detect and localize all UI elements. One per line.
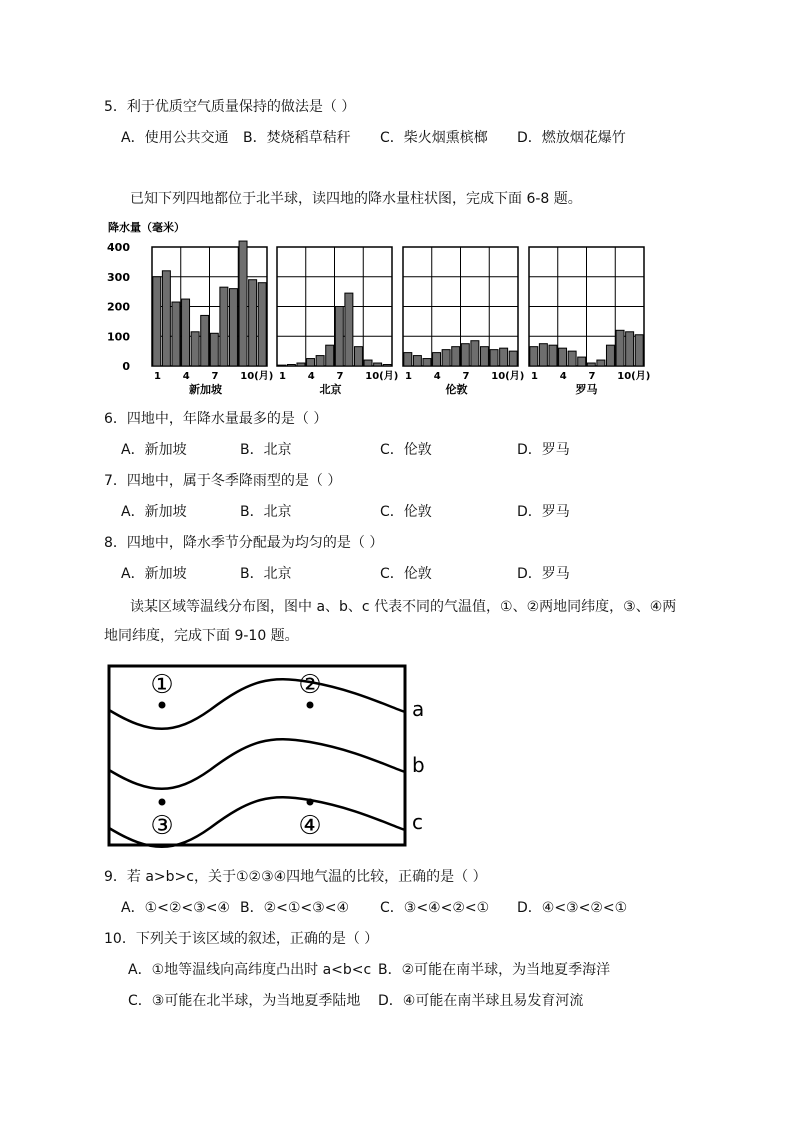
- q6-question: 6．四地中，年降水量最多的是（ ）: [104, 411, 328, 427]
- point-1-label: ①: [150, 670, 174, 700]
- q8-option-a: A．新加坡: [121, 566, 187, 582]
- bar: [287, 365, 295, 366]
- q7-option-a: A．新加坡: [121, 504, 187, 520]
- x-tick-label: 10(月): [240, 371, 274, 382]
- bar: [500, 348, 508, 366]
- bar: [201, 315, 209, 366]
- bar: [191, 332, 199, 366]
- bar: [578, 357, 586, 366]
- x-tick-label: 7: [588, 371, 596, 382]
- q7-question: 7．四地中，属于冬季降雨型的是（ ）: [104, 473, 342, 489]
- q5-question: 5．利于优质空气质量保持的做法是（ ）: [104, 99, 356, 115]
- bar: [326, 345, 334, 366]
- isotherm-b: [109, 739, 405, 789]
- chart-ylabel: 降水量（毫米）: [108, 221, 185, 234]
- q9-option-b: B．②<①<③<④: [240, 900, 349, 916]
- q6-option-b: B．北京: [240, 442, 292, 458]
- q10-option-d: D．④可能在南半球且易发育河流: [378, 993, 584, 1009]
- bar: [229, 289, 237, 366]
- q5-option-d: D．燃放烟花爆竹: [517, 130, 626, 146]
- q10-option-b: B．②可能在南半球，为当地夏季海洋: [378, 962, 611, 978]
- y-tick-label: 0: [122, 360, 130, 373]
- x-tick-label: 10(月): [491, 371, 525, 382]
- bar: [162, 271, 170, 366]
- x-tick-label: 4: [559, 371, 567, 382]
- x-tick-label: 1: [531, 371, 538, 382]
- y-tick-label: 200: [107, 300, 130, 314]
- q8-option-d: D．罗马: [517, 566, 570, 582]
- bar: [374, 363, 382, 366]
- bar: [335, 307, 343, 367]
- point-3-label: ③: [150, 811, 174, 841]
- point-2-marker: [307, 702, 314, 709]
- bar: [480, 347, 488, 366]
- panel-name: 北京: [319, 383, 342, 396]
- bar: [606, 345, 614, 366]
- bar: [635, 335, 643, 366]
- chart-panel: [403, 247, 524, 396]
- q10-question: 10．下列关于该区域的叙述，正确的是（ ）: [104, 931, 379, 947]
- q9-option-a: A．①<②<③<④: [121, 900, 230, 916]
- bar: [568, 351, 576, 366]
- q8-option-c: C．伦敦: [380, 566, 432, 582]
- bar: [258, 283, 266, 366]
- bar: [345, 293, 353, 366]
- x-tick-label: 1: [154, 371, 161, 382]
- chart-panel: [529, 247, 650, 396]
- q6-option-d: D．罗马: [517, 442, 570, 458]
- bar: [626, 332, 634, 366]
- bar: [433, 353, 441, 366]
- point-3-marker: [159, 799, 166, 806]
- q9-question: 9．若 a>b>c，关于①②③④四地气温的比较，正确的是（ ）: [104, 869, 487, 885]
- x-tick-label: 7: [462, 371, 470, 382]
- bar: [452, 347, 460, 366]
- bar: [354, 347, 362, 366]
- bar: [490, 350, 498, 366]
- x-tick-label: 4: [182, 371, 190, 382]
- bar: [249, 280, 257, 366]
- bar: [509, 351, 517, 366]
- bar: [413, 356, 421, 366]
- q8-option-b: B．北京: [240, 566, 292, 582]
- q8-question: 8．四地中，降水季节分配最为均匀的是（ ）: [104, 535, 384, 551]
- intro-6-8: 已知下列四地都位于北半球，读四地的降水量柱状图，完成下面 6-8 题。: [130, 191, 582, 207]
- bar: [587, 363, 595, 366]
- bar: [423, 359, 431, 366]
- q9-option-d: D．④<③<②<①: [517, 900, 628, 916]
- q10-option-a: A．①地等温线向高纬度凸出时 a<b<c: [128, 962, 372, 978]
- bar: [220, 287, 228, 366]
- bar: [471, 341, 479, 366]
- x-tick-label: 1: [405, 371, 412, 382]
- point-4-label: ④: [298, 811, 322, 841]
- chart-panel: [152, 241, 273, 396]
- panel-name: 罗马: [575, 383, 598, 396]
- q7-option-b: B．北京: [240, 504, 292, 520]
- isotherm-b-label: b: [412, 753, 425, 777]
- bar: [383, 365, 391, 366]
- bar: [530, 347, 538, 366]
- bar: [442, 350, 450, 366]
- panel-name: 伦敦: [445, 383, 468, 396]
- bar: [616, 330, 624, 366]
- intro-9-10-line2: 地同纬度，完成下面 9-10 题。: [104, 628, 299, 644]
- intro-9-10-line1: 读某区域等温线分布图，图中 a、b、c 代表不同的气温值，①、②两地同纬度，③、④两: [130, 599, 677, 615]
- isotherm-c-label: c: [412, 810, 423, 834]
- panel-name: 新加坡: [189, 383, 222, 396]
- q10-option-c: C．③可能在北半球，为当地夏季陆地: [128, 993, 361, 1009]
- q5-option-c: C．柴火烟熏槟榔: [380, 130, 488, 146]
- chart-panel: [277, 247, 398, 396]
- bar: [461, 344, 469, 366]
- x-tick-label: 4: [307, 371, 315, 382]
- point-1-marker: [159, 702, 166, 709]
- isotherm-a-label: a: [412, 697, 425, 721]
- q9-option-c: C．③<④<②<①: [380, 900, 490, 916]
- q5-option-a: A．使用公共交通: [121, 130, 229, 146]
- point-2-label: ②: [298, 670, 322, 700]
- y-tick-label: 100: [107, 330, 130, 344]
- isotherm-map: [100, 660, 440, 855]
- x-tick-label: 10(月): [365, 371, 399, 382]
- bar: [172, 302, 180, 366]
- q7-option-c: C．伦敦: [380, 504, 432, 520]
- bar: [153, 277, 161, 366]
- q7-option-d: D．罗马: [517, 504, 570, 520]
- bar: [364, 360, 372, 366]
- bar: [559, 348, 567, 366]
- bar: [549, 345, 557, 366]
- bar: [182, 299, 190, 366]
- precipitation-bar-charts: [100, 215, 660, 400]
- bar: [210, 333, 218, 366]
- bar: [404, 353, 412, 366]
- bar: [597, 360, 605, 366]
- x-tick-label: 10(月): [617, 371, 651, 382]
- x-tick-label: 1: [279, 371, 286, 382]
- bar: [297, 363, 305, 366]
- bar: [539, 344, 547, 366]
- x-tick-label: 4: [433, 371, 441, 382]
- y-tick-label: 400: [107, 241, 130, 254]
- q6-option-a: A．新加坡: [121, 442, 187, 458]
- q6-option-c: C．伦敦: [380, 442, 432, 458]
- bar: [278, 365, 286, 366]
- bar: [316, 356, 324, 366]
- bar: [307, 359, 315, 366]
- q5-option-b: B．焚烧稻草秸秆: [243, 130, 351, 146]
- x-tick-label: 7: [211, 371, 219, 382]
- x-tick-label: 7: [336, 371, 344, 382]
- y-tick-label: 300: [107, 270, 130, 284]
- point-4-marker: [307, 799, 314, 806]
- bar: [239, 241, 247, 366]
